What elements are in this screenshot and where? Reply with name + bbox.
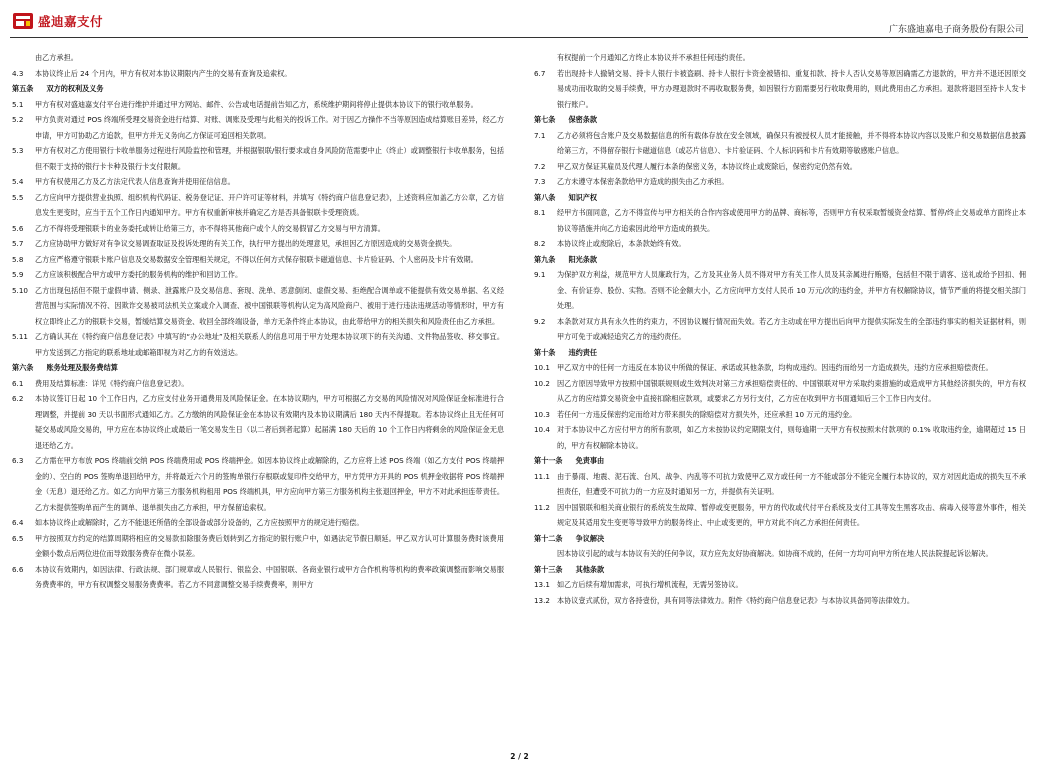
- clause: [534, 376, 1026, 407]
- clause-number: 5.4: [12, 177, 24, 186]
- clause-number: 5.5: [12, 192, 24, 202]
- clause-number: 10.2: [534, 378, 550, 388]
- clause-text: 由于暴雨、地震、泥石流、台风、战争、内乱等不可抗力致使甲乙双方或任何一方不能或部分不能完全履行本协议的，双方对因此造成的损失互不承担责任，但遭受不可抗力的一方应及时通知另一方，并提供有关证明。: [557, 471, 1026, 496]
- clause: [534, 66, 1026, 113]
- section-heading: [534, 531, 1026, 547]
- clause-number: 6.2: [12, 394, 24, 403]
- clause-number: 5.1: [12, 99, 24, 109]
- paragraph-text: 因本协议引起的或与本协议有关的任何争议，双方应先友好协商解决。如协商不成的，任何一方均可向甲方所在地人民法院提起诉讼解决。: [557, 549, 993, 558]
- section-title: 违约责任: [568, 347, 598, 357]
- page-number: 2 / 2: [510, 752, 529, 761]
- section-heading: [534, 562, 1026, 578]
- clause-text: 本协议签订日起 10 个工作日内，乙方应支付业务开通费用及风险保证金。在本协议期内，甲方可根据乙方交易的风险情况对风险保证金标准进行合理调整，并提前 30 天以书面形式通知乙方。乙方缴纳的风险保证金在本协议有效期内及本协议期满后 180 天内不得提取。若本协议终止且无任何可疑交易或风险交易的，甲方应在本协议终止或最后一笔交易发生日（以二者后到者起算）起届满 180 天后的 10 个工作日内将剩余的风险保证金无息退还给乙方。: [35, 394, 504, 450]
- clause: [12, 190, 504, 221]
- clause-text: 本条款对双方具有永久性的约束力，不因协议履行情况而失效。若乙方主动或在甲方提出后向甲方提供实际发生的全部违约事实的相关证据材料，则甲方可免于或减轻追究乙方的违约责任。: [557, 316, 1026, 341]
- clause-number: 6.1: [12, 378, 24, 388]
- clause: [12, 267, 504, 283]
- clause-number: 5.10: [12, 285, 28, 295]
- clause-number: 13.2: [534, 595, 550, 605]
- clause: [534, 174, 1026, 190]
- clause: [534, 577, 1026, 593]
- clause: [12, 97, 504, 113]
- clause-number: 7.2: [534, 161, 546, 171]
- section-number: 第十二条: [534, 533, 563, 543]
- clause-text: 甲乙双方中的任何一方违反在本协议中所做的保证、承诺或其他条款，均构成违约。因违约而给另一方造成损失，违约方应承担赔偿责任。: [557, 363, 993, 372]
- clause-text: 甲方有权对乙方使用银行卡收单服务过程进行风险监控和管理，并根据银联/银行要求或自身风险防范需要中止（终止）或调整银行卡收单服务，包括但不限于支持的银行卡卡种及银行卡支付限额。: [35, 146, 504, 171]
- section-number: 第十一条: [534, 456, 563, 465]
- page-header: [10, 6, 1028, 40]
- section-heading: [534, 252, 1026, 268]
- clause-number: 4.3: [12, 68, 24, 78]
- clause: [534, 267, 1026, 314]
- section-title: 知识产权: [568, 192, 598, 202]
- clause-number: 5.8: [12, 254, 24, 264]
- clause: [534, 360, 1026, 376]
- clause: [534, 159, 1026, 175]
- clause: [12, 252, 504, 268]
- section-heading: [534, 190, 1026, 206]
- clause-number: 5.11: [12, 332, 28, 341]
- clause-number: 10.3: [534, 409, 550, 419]
- clause: [12, 66, 504, 82]
- clause-text: 费用及结算标准：详见《特约商户信息登记表》。: [35, 378, 189, 388]
- clause-number: 6.4: [12, 518, 24, 527]
- clause-text: 若任何一方违反保密约定而给对方带来损失的除赔偿对方损失外，还应承担 10 万元的违约金。: [557, 409, 857, 419]
- clause: [12, 143, 504, 174]
- clause-text: 因中国银联和相关商业银行的系统发生故障、暂停或变更服务，甲方的代收或代付平台系统及支付工具等发生黑客攻击、病毒入侵等意外事件，相关规定及其适用发生变更等导致甲方的服务终止、中止或变更的，甲方对此不向乙方承担任何责任。: [557, 502, 1026, 527]
- clause-number: 9.1: [534, 270, 546, 279]
- clause-number: 11.1: [534, 471, 550, 481]
- clause: [534, 314, 1026, 345]
- logo-text: 盛迪嘉支付: [38, 14, 104, 29]
- clause-number: 5.9: [12, 270, 24, 279]
- clause: [12, 515, 504, 531]
- clause: [12, 531, 504, 562]
- clause: [534, 205, 1026, 236]
- clause-number: 8.1: [534, 208, 546, 217]
- logo-icon: [12, 10, 34, 32]
- clause: [12, 236, 504, 252]
- clause-number: 7.3: [534, 177, 546, 186]
- section-title: 双方的权利及义务: [46, 84, 104, 93]
- clause-number: 6.6: [12, 564, 24, 574]
- right-column: [534, 50, 1026, 608]
- section-heading: [12, 360, 504, 376]
- clause-text: 乙方不得将受理银联卡的业务委托或转让给第三方，亦不得将其他商户或个人的交易假冒乙方交易与甲方清算。: [35, 223, 385, 233]
- clause-number: 7.1: [534, 130, 546, 140]
- clause-number: 6.5: [12, 533, 24, 543]
- clause-number: 13.1: [534, 580, 550, 589]
- clause: [12, 283, 504, 330]
- clause-number: 11.2: [534, 502, 550, 512]
- clause-text: 乙方出现包括但不限于虚假申请、侧录、泄露账户及交易信息、套现、洗单、恶意倒闭、虚假交易、拒绝配合调单或不能提供有效交易单据、名义经营范围与实际情况不符、因欺诈交易被司法机关立案或介入调查、被中国银联等机构认定为高风险商户、被用于进行违法违规活动等情形时，甲方有权立即终止乙方的银联卡交易，暂缓结算交易资金、收回全部终端设备，单方无条件终止本协议，由此带给甲方的相关损失和风险责任由乙方承担。: [35, 285, 504, 326]
- clause-number: 5.2: [12, 115, 24, 124]
- clause-text: 如乙方后续有增加需求，可执行增机流程，无需另签协议。: [557, 580, 743, 589]
- company-name: 广东盛迪嘉电子商务股份有限公司: [888, 25, 1024, 35]
- section-title: 阳光条款: [568, 254, 598, 264]
- section-title: 争议解决: [575, 533, 605, 543]
- clause-number: 5.6: [12, 223, 24, 233]
- clause-number: 5.7: [12, 239, 24, 248]
- clause: [12, 329, 504, 360]
- clause-text: 因乙方原因导致甲方按照中国银联规则或生效判决对第三方承担赔偿责任的、中国银联对甲方采取约束措施的或造成甲方其他经济损失的，甲方有权从乙方的应结算交易资金中直接扣除相应款项，或要求乙方另行支付，乙方应在收到甲方书面通知后三个工作日内支付。: [557, 378, 1026, 403]
- clause-text: 为保护双方利益，规范甲方人员廉政行为，乙方及其业务人员不得对甲方有关工作人员及其亲属进行贿赂，包括但不限于请客、送礼或给予回扣、佣金、有价证券、股份、实物。否则不论金额大小，乙方应向甲方支付人民币 10 万元/次的违约金，并甲方有权解除协议，情节严重的将提交相关部门处理。: [557, 270, 1026, 310]
- clause: [534, 500, 1026, 531]
- clause-number: 10.1: [534, 363, 550, 372]
- clause-number: 9.2: [534, 316, 546, 326]
- section-heading: [534, 453, 1026, 469]
- clause-text: 本协议终止或废除后，本条款始终有效。: [557, 239, 686, 248]
- section-number: 第十条: [534, 347, 556, 357]
- clause-text: 乙方必须将包含账户及交易数据信息的所有载体存放在安全领域，确保只有被授权人员才能接触，并不得将本协议内容以及账户和交易数据信息披露给第三方，不得留存银行卡磁道信息（或芯片信息）、卡片验证码、个人标识码和卡片有效期等敏感账户信息。: [557, 130, 1026, 155]
- header-divider: [10, 37, 1028, 38]
- clause-text: 若出现持卡人撤销交易、持卡人银行卡被盗刷、持卡人银行卡资金被错扣、重复扣款、持卡人否认交易等原因确需乙方退款的，甲方并不退还因原交易成功而收取的交易手续费，甲方办理退款时不再收取服务费，如因银行方面需要另行收取费用的，则此费用由乙方承担。退款将退回至持卡人发卡银行账户。: [557, 68, 1026, 109]
- section-number: 第六条: [12, 363, 34, 372]
- clause-number: 10.4: [534, 425, 550, 434]
- section-number: 第十三条: [534, 564, 563, 574]
- clause-text: 乙方应向甲方提供营业执照、组织机构代码证、税务登记证、开户许可证等材料，并填写《特约商户信息登记表》，上述资料应加盖乙方公章，乙方信息发生更变时，应当于五个工作日内通知甲方。甲方有权重新审核并确定乙方是否具备银联卡受理资质。: [35, 192, 504, 217]
- clause: [534, 407, 1026, 423]
- paragraph-text: 有权提前一个月通知乙方终止本协议并不承担任何违约责任。: [557, 53, 750, 62]
- section-title: 其他条款: [575, 564, 605, 574]
- clause-text: 甲乙双方保证其雇员及代理人履行本条的保密义务，本协议终止或废除后，保密约定仍然有效。: [557, 161, 857, 171]
- section-heading: [534, 112, 1026, 128]
- clause-text: 甲方有权使用乙方及乙方法定代表人信息查询并使用征信信息。: [35, 177, 235, 186]
- clause-number: 8.2: [534, 239, 546, 248]
- clause-text: 本协议终止后 24 个月内，甲方有权对本协议期限内产生的交易有查询及追索权。: [35, 68, 292, 78]
- clause: [12, 174, 504, 190]
- clause-text: 甲方有权对盛迪嘉支付平台进行维护并通过甲方网站、邮件、公告或电话提前告知乙方，系统维护期间将停止提供本协议下的银行收单服务。: [35, 99, 478, 109]
- clause-text: 乙方需在甲方布放 POS 终端前交纳 POS 终端费用或 POS 终端押金。如因本协议终止或解除的，乙方应将上述 POS 终端（如乙方支付 POS 终端押金的）、空白的 POS 签购单退回给甲方，并将最近六个月的签购单银行存根联或复印件交给甲方，甲方凭甲方开具的 POS 机押金收据将 POS 终端押金（无息）退还给乙方。如乙方向甲方第三方服务机构租用 POS 终端机具，甲方应向甲方第三方服务机构主张退回押金，甲方不对此承担连带责任。乙方未提供签购单而产生的调单、退单损失由乙方承担，甲方保留追索权。: [35, 456, 504, 512]
- clause-number: 6.3: [12, 456, 24, 465]
- clause-text: 乙方未遵守本保密条款给甲方造成的损失由乙方承担。: [557, 177, 729, 186]
- clause: [12, 453, 504, 515]
- section-title: 账务处理及服务费结算: [46, 363, 118, 372]
- clause-text: 甲方负责对通过 POS 终端所受理交易资金进行结算、对账、调账及受理与此相关的投诉工作。对于因乙方操作不当等原因造成结算账目差异，经乙方申请，甲方可协助乙方追款，但甲方并无义务向乙方保证可追回相关款项。: [35, 115, 504, 140]
- section-number: 第八条: [534, 192, 556, 202]
- clause-text: 乙方应协助甲方做好对有争议交易调查取证及投诉处理的有关工作，执行甲方提出的处理意见，承担因乙方原因造成的交易资金损失。: [35, 239, 457, 248]
- section-title: 免责事由: [575, 456, 605, 465]
- section-number: 第七条: [534, 115, 556, 124]
- clause: [534, 422, 1026, 453]
- clause: [534, 236, 1026, 252]
- clause: [12, 562, 504, 593]
- clause-number: 5.3: [12, 146, 24, 155]
- paragraph-text: 由乙方承担。: [35, 53, 78, 62]
- clause: [12, 221, 504, 237]
- clause-text: 乙方确认其在《特约商户信息登记表》中填写的“办公地址”及相关联系人的信息可用于甲方处理本协议项下的有关沟通、文件物品签收、移交事宜。甲方发送到乙方指定的联系地址或邮箱即视为对乙方的有效送达。: [35, 332, 504, 357]
- clause-text: 乙方应该积极配合甲方或甲方委托的服务机构的维护和回访工作。: [35, 270, 243, 279]
- clause-text: 甲方按照双方约定的结算周期将相应的交易款扣除服务费后划转到乙方指定的银行账户中，如遇法定节假日顺延。甲乙双方认可计算服务费时该费用金额小数点后两位进位而导致服务费存在微小误差。: [35, 533, 504, 558]
- section-heading: [12, 81, 504, 97]
- section-heading: [534, 345, 1026, 361]
- clause-text: 乙方应严格遵守银联卡账户信息及交易数据安全管理相关规定，不得以任何方式保存银联卡磁道信息、卡片验证码、个人密码及卡片有效期。: [35, 254, 478, 264]
- left-column: [12, 50, 504, 593]
- company-logo: [12, 8, 103, 34]
- clause: [12, 112, 504, 143]
- clause-text: 对于本协议中乙方应付甲方的所有款项，如乙方未按协议约定期限支付，则每逾期一天甲方有权按照未付款项的 0.1% 收取违约金，逾期超过 15 日的，甲方有权解除本协议。: [557, 425, 1026, 450]
- clause-text: 经甲方书面同意，乙方不得宣传与甲方相关的合作内容或使用甲方的品牌、商标等，否则甲方有权采取暂缓资金结算、暂停/终止交易或单方面终止本协议等措施并向乙方追索因此给甲方造成的损失。: [557, 208, 1026, 233]
- clause: [534, 469, 1026, 500]
- clause-text: 本协议有效期内，如因法律、行政法规、部门规章或人民银行、银监会、中国银联、各商业银行或甲方合作机构等机构的费率政策调整而影响交易服务费费率的，甲方有权调整交易服务费费率。若乙方不同意调整交易手续费费率，则甲方: [35, 564, 504, 589]
- section-number: 第五条: [12, 84, 34, 93]
- clause-number: 6.7: [534, 68, 546, 78]
- clause-text: 本协议壹式贰份，双方各持壹份，具有同等法律效力。附件《特约商户信息登记表》与本协议具备同等法律效力。: [557, 595, 915, 605]
- clause: [12, 376, 504, 392]
- clause: [12, 391, 504, 453]
- clause: [534, 128, 1026, 159]
- clause-text: 如本协议终止或解除时，乙方不能退还所借的全部设备或部分设备的，乙方应按照甲方的规定进行赔偿。: [35, 518, 364, 527]
- section-number: 第九条: [534, 254, 556, 264]
- section-title: 保密条款: [568, 115, 598, 124]
- clause: [534, 593, 1026, 609]
